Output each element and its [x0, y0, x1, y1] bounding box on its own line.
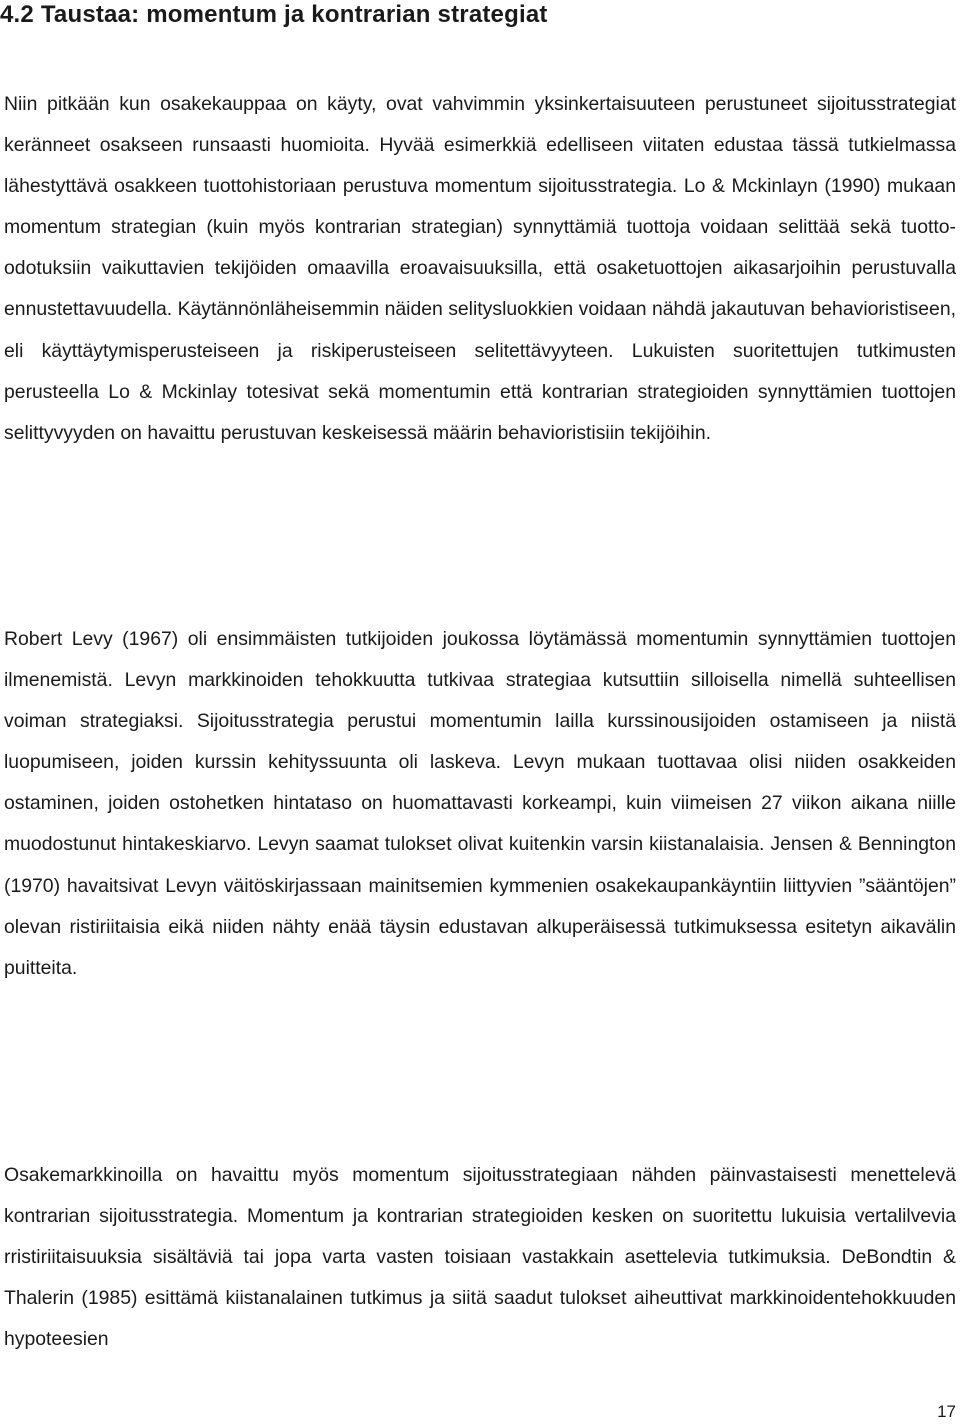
- paragraph-momentum-background: Niin pitkään kun osakekauppaa on käyty, ovat vahvimmin yksinkertaisuuteen perustuneet sijoitusstrategiat keränneet osakseen runsaasti huomioita. Hyvää esimerkkiä edelliseen viitaten edustaa tässä tutkielmassa lähestyttävä osakkeen tuottohistoriaan perustuva momentum sijoitusstrategia. Lo & Mckinlayn (1990) mukaan momentum strategian (kuin myös kontrarian strategian) synnyttämiä tuottoja voidaan selittää sekä tuotto-odotuksiin vaikuttavien tekijöiden omaavilla eroavaisuuksilla, että osaketuottojen aikasarjoihin perustuvalla ennustettavuudella. Käytännönläheisemmin näiden selitysluokkien voidaan nähdä jakautuvan behavioristiseen, eli käyttäytymisperusteiseen ja riskiperusteiseen selitettävyyteen. Lukuisten suoritettujen tutkimusten perusteella Lo & Mckinlay totesivat sekä momentumin että kontrarian strategioiden synnyttämien tuottojen selittyvyyden on havaittu perustuvan keskeisessä määrin behavioristisiin tekijöihin.: [4, 93, 956, 444]
- paragraph-contrarian-strategy: Osakemarkkinoilla on havaittu myös momentum sijoitusstrategiaan nähden päinvastaisesti menettelevä kontrarian sijoitusstrategia. Momentum ja kontrarian strategioiden kesken on suoritettu lukuisia vertalilvevia rristiriitaisuuksia sisältäviä tai jopa varta vasten toisiaan vastakkain asettelevia tutkimuksia. DeBondtin & Thalerin (1985) esittämä kiistanalainen tutkimus ja siitä saadut tulokset aiheuttivat markkinoidentehokkuuden hypoteesien: [4, 1164, 956, 1351]
- section-heading: 4.2 Taustaa: momentum ja kontrarian strategiat: [0, 1, 548, 28]
- paragraph-levy-research: Robert Levy (1967) oli ensimmäisten tutkijoiden joukossa löytämässä momentumin synnyttämien tuottojen ilmenemistä. Levyn markkinoiden tehokkuutta tutkivaa strategiaa kutsuttiin silloisella nimellä suhteellisen voiman strategiaksi. Sijoitusstrategia perustui momentumin lailla kurssinousijoiden ostamiseen ja niistä luopumiseen, joiden kurssin kehityssuunta oli laskeva. Levyn mukaan tuottavaa olisi niiden osakkeiden ostaminen, joiden ostohetken hintataso on huomattavasti korkeampi, kuin viimeisen 27 viikon aikana niille muodostunut hintakeskiarvo. Levyn saamat tulokset olivat kuitenkin varsin kiistanalaisia. Jensen & Bennington (1970) havaitsivat Levyn väitöskirjassaan mainitsemien kymmenien osakekaupankäyntiin liittyvien ”sääntöjen” olevan ristiriitaisia eikä niiden nähty enää täysin edustavan alkuperäisessä tutkimuksessa esitetyn aikavälin puitteita.: [4, 628, 956, 979]
- page-number: 17: [937, 1402, 956, 1421]
